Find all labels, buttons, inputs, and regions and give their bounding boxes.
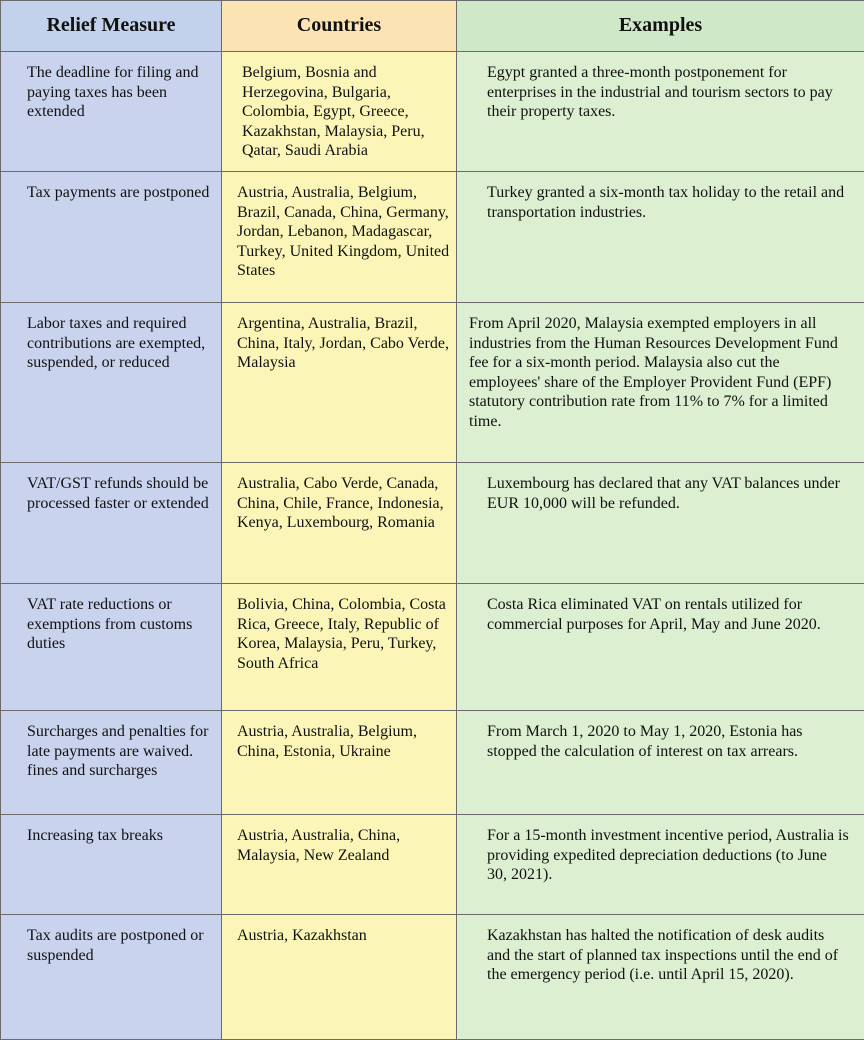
table-row	[1, 711, 864, 815]
example-cell: Costa Rica eliminated VAT on rentals utilized for commercial purposes for April, May and June 2020.	[457, 584, 864, 711]
table-row	[1, 463, 864, 584]
countries-cell: Australia, Cabo Verde, Canada, China, Chile, France, Indonesia, Kenya, Luxembourg, Romania	[222, 463, 457, 584]
table-row	[1, 815, 864, 915]
header-relief-measure: Relief Measure	[1, 1, 222, 52]
relief-measure-cell: VAT/GST refunds should be processed faster or extended	[1, 463, 222, 584]
relief-measure-cell: Tax payments are postponed	[1, 172, 222, 303]
example-cell: Luxembourg has declared that any VAT balances under EUR 10,000 will be refunded.	[457, 463, 864, 584]
header-examples: Examples	[457, 1, 864, 52]
countries-cell: Argentina, Australia, Brazil, China, Italy, Jordan, Cabo Verde, Malaysia	[222, 303, 457, 463]
table-row	[1, 303, 864, 463]
relief-measure-cell: Tax audits are postponed or suspended	[1, 915, 222, 1040]
relief-measure-cell: VAT rate reductions or exemptions from customs duties	[1, 584, 222, 711]
countries-cell: Austria, Australia, China, Malaysia, New Zealand	[222, 815, 457, 915]
example-cell: For a 15-month investment incentive period, Australia is providing expedited depreciation deductions (to June 30, 2021).	[457, 815, 864, 915]
example-cell: From April 2020, Malaysia exempted employers in all industries from the Human Resources Development Fund fee for a six-month period. Malaysia also cut the employees' share of the Employer Provident Fund (EPF) statutory contribution rate from 11% to 7% for a limited time.	[457, 303, 864, 463]
example-cell: Kazakhstan has halted the notification of desk audits and the start of planned tax inspections until the end of the emergency period (i.e. until April 15, 2020).	[457, 915, 864, 1040]
relief-measure-cell: Labor taxes and required contributions are exempted, suspended, or reduced	[1, 303, 222, 463]
example-cell: Turkey granted a six-month tax holiday to the retail and transportation industries.	[457, 172, 864, 303]
countries-cell: Austria, Kazakhstan	[222, 915, 457, 1040]
countries-cell: Austria, Australia, Belgium, Brazil, Canada, China, Germany, Jordan, Lebanon, Madagascar, Turkey, United Kingdom, United States	[222, 172, 457, 303]
table-row	[1, 52, 864, 172]
relief-measure-cell: Surcharges and penalties for late payments are waived. fines and surcharges	[1, 711, 222, 815]
table-row	[1, 915, 864, 1040]
table-row	[1, 172, 864, 303]
relief-measure-cell: Increasing tax breaks	[1, 815, 222, 915]
countries-cell: Bolivia, China, Colombia, Costa Rica, Greece, Italy, Republic of Korea, Malaysia, Peru, Turkey, South Africa	[222, 584, 457, 711]
example-cell: Egypt granted a three-month postponement for enterprises in the industrial and tourism sectors to pay their property taxes.	[457, 52, 864, 172]
header-row	[1, 1, 864, 52]
countries-cell: Belgium, Bosnia and Herzegovina, Bulgaria, Colombia, Egypt, Greece, Kazakhstan, Malaysia, Peru, Qatar, Saudi Arabia	[222, 52, 457, 172]
relief-measure-cell: The deadline for filing and paying taxes has been extended	[1, 52, 222, 172]
header-countries: Countries	[222, 1, 457, 52]
example-cell: From March 1, 2020 to May 1, 2020, Estonia has stopped the calculation of interest on tax arrears.	[457, 711, 864, 815]
table-row	[1, 584, 864, 711]
countries-cell: Austria, Australia, Belgium, China, Estonia, Ukraine	[222, 711, 457, 815]
